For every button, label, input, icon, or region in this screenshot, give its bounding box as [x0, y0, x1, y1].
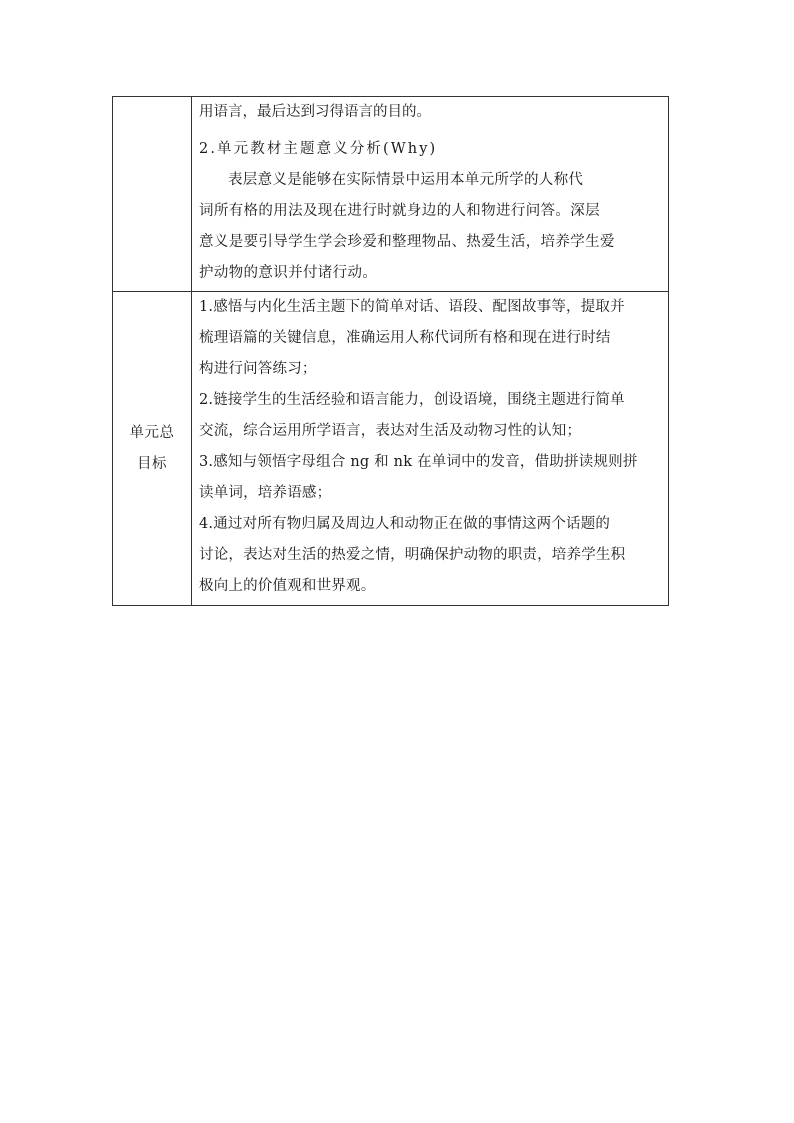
- continuation-text: 用语言，最后达到习得语言的目的。: [199, 104, 431, 120]
- goal-line: 4.通过对所有物归属及周边人和动物正在做的事情这两个话题的: [199, 516, 611, 532]
- unit-goals-label-cell: [113, 292, 192, 606]
- goal-item-1: [199, 292, 662, 385]
- goal-line: 1.感悟与内化生活主题下的简单对话、语段、配图故事等，提取并: [199, 299, 625, 315]
- goal-line: 2.链接学生的生活经验和语言能力，创设语境，围绕主题进行简单: [199, 392, 625, 408]
- goal-line: 构进行问答练习；: [199, 361, 317, 377]
- goal-line: 交流，综合运用所学语言，表达对生活及动物习性的认知；: [199, 423, 582, 439]
- goal-item-2: [199, 385, 662, 447]
- goal-line: 极向上的价值观和世界观。: [199, 578, 376, 594]
- paragraph-line: 词所有格的用法及现在进行时就身边的人和物进行问答。深层: [199, 203, 600, 219]
- unit-goals-cell: [192, 292, 669, 606]
- theme-meaning-cell: [192, 97, 669, 292]
- paragraph-line: 表层意义是能够在实际情景中运用本单元所学的人称代: [228, 172, 584, 188]
- unit-plan-table: [112, 96, 669, 606]
- goal-line: 读单词，培养语感；: [199, 485, 332, 501]
- unit-goals-label-line2: 目标: [137, 455, 167, 472]
- unit-goals-label-line1: 单元总: [129, 424, 175, 441]
- paragraph-line: 意义是要引导学生学会珍爱和整理物品、热爱生活，培养学生爱: [199, 234, 615, 250]
- goal-line: 梳理语篇的关键信息，准确运用人称代词所有格和现在进行时结: [199, 330, 611, 346]
- table-row-unit-goals: [113, 292, 669, 606]
- paragraph-line: 护动物的意识并付诸行动。: [199, 265, 378, 281]
- row-label-empty: [113, 97, 192, 292]
- theme-meaning-paragraph: [199, 165, 662, 289]
- goal-line: 讨论，表达对生活的热爱之情，明确保护动物的职责，培养学生积: [199, 547, 626, 563]
- table-row-theme-meaning: [113, 97, 669, 292]
- goal-item-3: [199, 447, 662, 509]
- goal-item-4: [199, 509, 662, 602]
- section-heading-why: 2.单元教材主题意义分析(Why): [199, 141, 438, 157]
- goal-line: 3.感知与领悟字母组合 ng 和 nk 在单词中的发音，借助拼读规则拼: [199, 454, 638, 470]
